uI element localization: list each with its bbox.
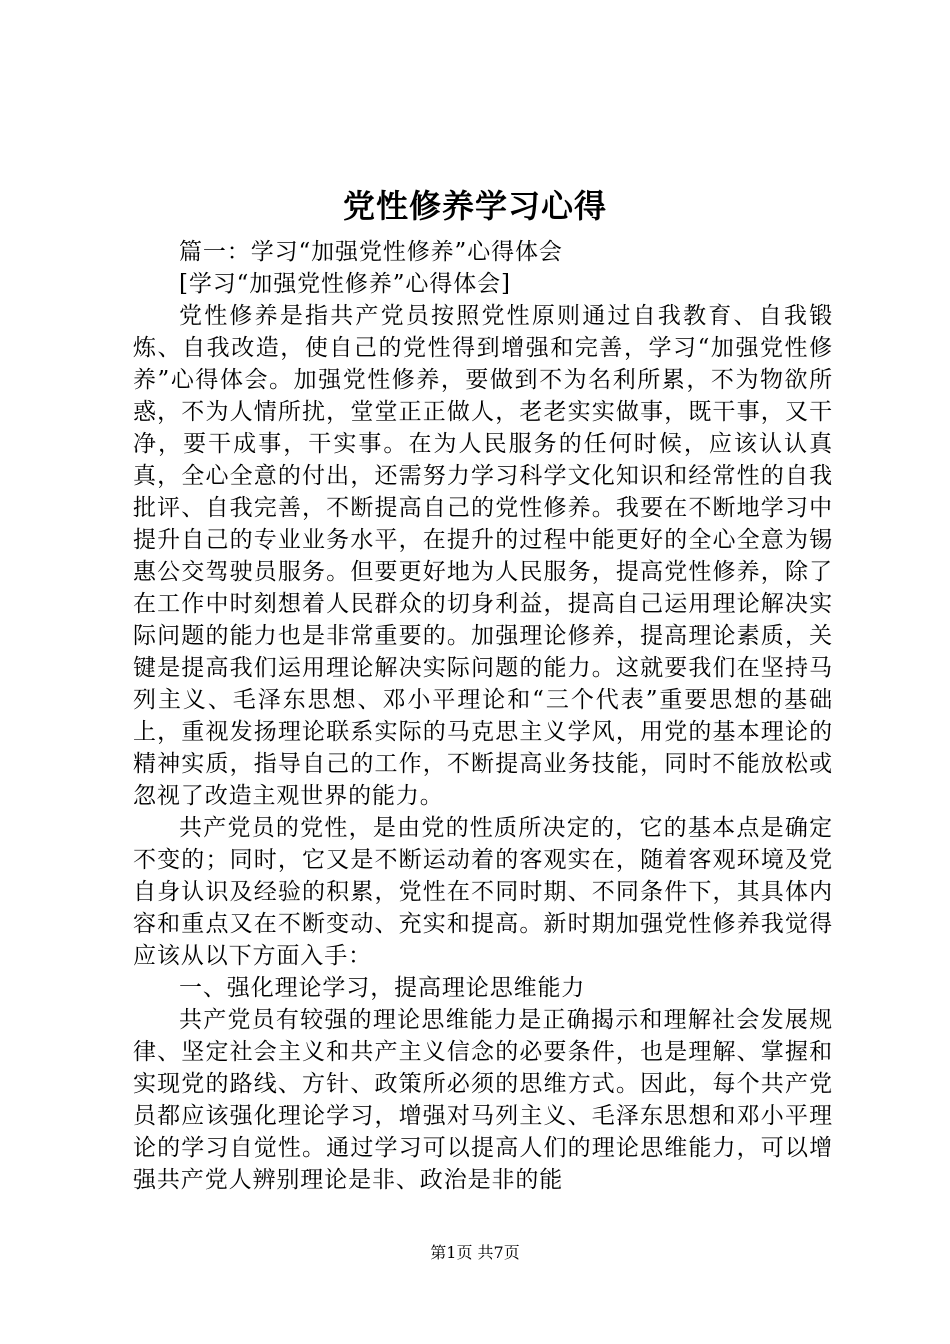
paragraph: 党性修养是指共产党员按照党性原则通过自我教育、自我锻炼、自我改造，使自己的党性得到增强和完善，学习“加强党性修养”心得体会。加强党性修养，要做到不为名利所累，不为物欲所惑，不为人情所扰，堂堂正正做人，老老实实做事，既干事，又干净，要干成事，干实事。在为人民服务的任何时候，应该认认真真，全心全意的付出，还需努力学习科学文化知识和经常性的自我批评、自我完善，不断提高自己的党性修养。我要在不断地学习中提升自己的专业业务水平，在提升的过程中能更好的全心全意为锡惠公交驾驶员服务。但要更好地为人民服务，提高党性修养，除了在工作中时刻想着人民群众的切身利益，提高自己运用理论解决实际问题的能力也是非常重要的。加强理论修养，提高理论素质，关键是提高我们运用理论解决实际问题的能力。这就要我们在坚持马列主义、毛泽东思想、邓小平理论和“三个代表”重要思想的基础上，重视发扬理论联系实际的马克思主义学风，用党的基本理论的精神实质，指导自己的工作，不断提高业务技能，同时不能放松或忽视了改造主观世界的能力。	[133, 303, 833, 809]
paragraph-subheading: [学习“加强党性修养”心得体会]	[179, 271, 511, 297]
document-title: 党性修养学习心得	[342, 187, 607, 225]
section-heading: 一、强化理论学习，提高理论思维能力	[179, 975, 586, 1001]
paragraph-heading: 篇一：学习“加强党性修养”心得体会	[179, 239, 563, 265]
page-footer: 第1页 共7页	[430, 1243, 520, 1262]
document-body	[133, 236, 833, 1196]
paragraph: 共产党员的党性，是由党的性质所决定的，它的基本点是确定不变的；同时，它又是不断运动着的客观实在，随着客观环境及党自身认识及经验的积累，党性在不同时期、不同条件下，其具体内容和重点又在不断变动、充实和提高。新时期加强党性修养我觉得应该从以下方面入手：	[133, 815, 833, 969]
paragraph: 共产党员有较强的理论思维能力是正确揭示和理解社会发展规律、坚定社会主义和共产主义信念的必要条件，也是理解、掌握和实现党的路线、方针、政策所必须的思维方式。因此，每个共产党员都应该强化理论学习，增强对马列主义、毛泽东思想和邓小平理论的学习自觉性。通过学习可以提高人们的理论思维能力，可以增强共产党人辨别理论是非、政治是非的能	[133, 1007, 833, 1193]
